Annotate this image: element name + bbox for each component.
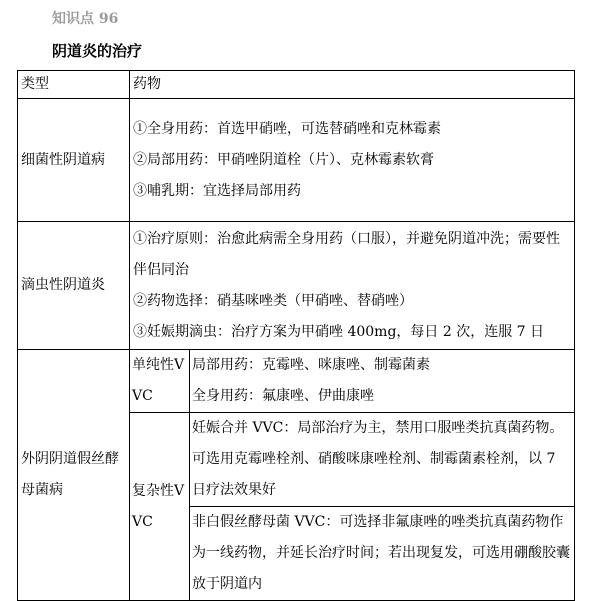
drug-tv (130, 222, 575, 350)
vvc-complex-label: 复杂性VVC (130, 413, 190, 601)
vvc-simple-drugs (190, 350, 575, 413)
vvc-complex-pregnancy (190, 413, 575, 507)
tv-item-3: ③妊娠期滴虫：治疗方案为甲硝唑 400mg，每日 2 次，连服 7 日 (133, 323, 545, 340)
vvc-simple-label: 单纯性VVC (130, 350, 190, 413)
vvc-simple-systemic: 全身用药：氟康唑、伊曲康唑 (192, 388, 374, 404)
vvc-pregnancy-text: 妊娠合并 VVC：局部治疗为主，禁用口服唑类抗真菌药物。可选用克霉唑栓剂、硝酸咪康唑栓剂、制霉菌素栓剂，以 7 日疗法效果好 (192, 420, 564, 498)
bv-item-3: ③哺乳期：宜选择局部用药 (133, 182, 301, 199)
type-vvc: 外阴阴道假丝酵母菌病 (18, 350, 130, 601)
vvc-complex-non-albicans (190, 507, 575, 601)
bv-item-2: ②局部用药：甲硝唑阴道栓（片）、克林霉素软膏 (133, 151, 434, 168)
bv-item-1: ①全身用药：首选甲硝唑，可选替硝唑和克林霉素 (133, 120, 441, 137)
table-row-bv (18, 99, 575, 222)
table-header-row (18, 71, 575, 99)
table-row-tv (18, 222, 575, 350)
type-bv: 细菌性阴道病 (18, 99, 130, 222)
table-row-vvc-simple (18, 350, 575, 413)
header-drug: 药物 (130, 71, 575, 99)
tv-item-1: ①治疗原则：治愈此病需全身用药（口服），并避免阴道冲洗；需要性伴侣同治 (133, 230, 560, 278)
header-type: 类型 (18, 71, 130, 99)
knowledge-point-label: 知识点 96 (52, 11, 119, 27)
tv-item-2: ②药物选择：硝基咪唑类（甲硝唑、替硝唑） (133, 292, 413, 309)
treatment-table (17, 70, 575, 601)
type-tv: 滴虫性阴道炎 (18, 222, 130, 350)
drug-bv (130, 99, 575, 222)
vvc-non-albicans-text: 非白假丝酵母菌 VVC：可选择非氟康唑的唑类抗真菌药物作为一线药物，并延长治疗时间；若出现复发，可选用硼酸胶囊放于阴道内 (192, 514, 570, 592)
vvc-simple-local: 局部用药：克霉唑、咪康唑、制霉菌素 (192, 357, 430, 373)
section-title: 阴道炎的治疗 (52, 42, 143, 60)
